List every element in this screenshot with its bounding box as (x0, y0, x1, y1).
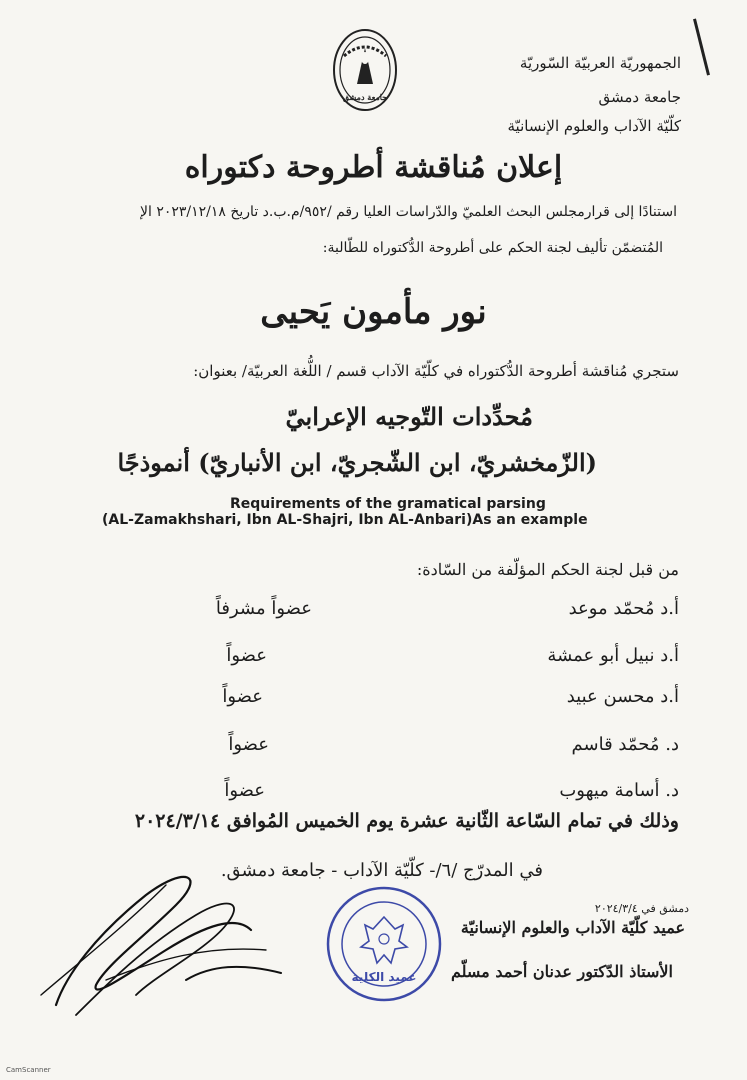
header-university: جامعة دمشق (598, 88, 681, 106)
committee-member-name: أ.د محسن عبيد (566, 686, 679, 707)
place-date: دمشق في ٢٠٢٤/٣/٤ (594, 902, 689, 915)
committee-member-role: عضواً (224, 780, 265, 801)
header-country: الجمهوريّة العربيّة السّوريّة (519, 54, 681, 72)
defense-venue: في المدرّج /٦/- كلّيّة الآداب - جامعة دمشق. (220, 860, 543, 881)
dean-title: عميد كلّيّة الآداب والعلوم الإنسانيّة (460, 918, 685, 937)
committee-member-role: عضواً مشرفاً (215, 598, 312, 619)
committee-member-role: عضواً (222, 686, 263, 707)
committee-member-role: عضواً (228, 734, 269, 755)
official-stamp (325, 885, 443, 1003)
committee-formation-text: المُتضمّن تأليف لجنة الحكم على أطروحة الدُّكتوراه للطّالبة: (322, 240, 663, 256)
committee-member-name: أ.د نبيل أبو عمشة (547, 645, 679, 666)
thesis-title-arabic: مُحدِّدات التّوجيه الإعرابيّ (285, 402, 533, 431)
signature (36, 855, 296, 1025)
committee-member-name: د. أسامة ميهوب (559, 780, 679, 801)
thesis-subtitle-english: (AL-Zamakhshari, Ibn AL-Shajri, Ibn AL-Anbari)As an example (102, 512, 588, 528)
committee-intro: من قبل لجنة الحكم المؤلّفة من السّادة: (416, 560, 679, 579)
corner-mark (693, 18, 710, 75)
committee-member-role: عضواً (226, 645, 267, 666)
logo-text: جامعة دمشق (342, 92, 388, 102)
thesis-subtitle-arabic: (الزّمخشريّ، ابن الشّجريّ، ابن الأنباريّ) أنموذجًا (117, 448, 597, 477)
stamp-text: عميد الكلية (351, 970, 417, 984)
dean-name: الأستاذ الدّكتور عدنان أحمد مسلّم (450, 962, 673, 981)
committee-member-name: د. مُحمّد قاسم (571, 734, 679, 755)
thesis-title-english: Requirements of the gramatical parsing (230, 496, 546, 512)
scanner-watermark: CamScanner (6, 1066, 51, 1074)
committee-member-name: أ.د مُحمّد موعد (568, 598, 679, 619)
thesis-intro: ستجري مُناقشة أطروحة الدُّكتوراه في كلّيّة الآداب قسم / اللُّغة العربيّة/ بعنوان: (193, 362, 679, 380)
university-logo (330, 26, 400, 116)
decision-reference: استنادًا إلى قرارمجلس البحث العلميّ والدّراسات العليا رقم /٩٥٢/م.ب.د تاريخ ٢٠٢٣/١٢/١٨ الإ (139, 204, 677, 220)
student-name: نور مأمون يَحيى (260, 292, 487, 332)
defense-datetime: وذلك في تمام السّاعة الثّانية عشرة يوم الخميس المُوافق ٢٠٢٤/٣/١٤ (134, 810, 679, 832)
header-faculty: كلّيّة الآداب والعلوم الإنسانيّة (507, 117, 681, 135)
announcement-title: إعلان مُناقشة أطروحة دكتوراه (184, 150, 563, 185)
